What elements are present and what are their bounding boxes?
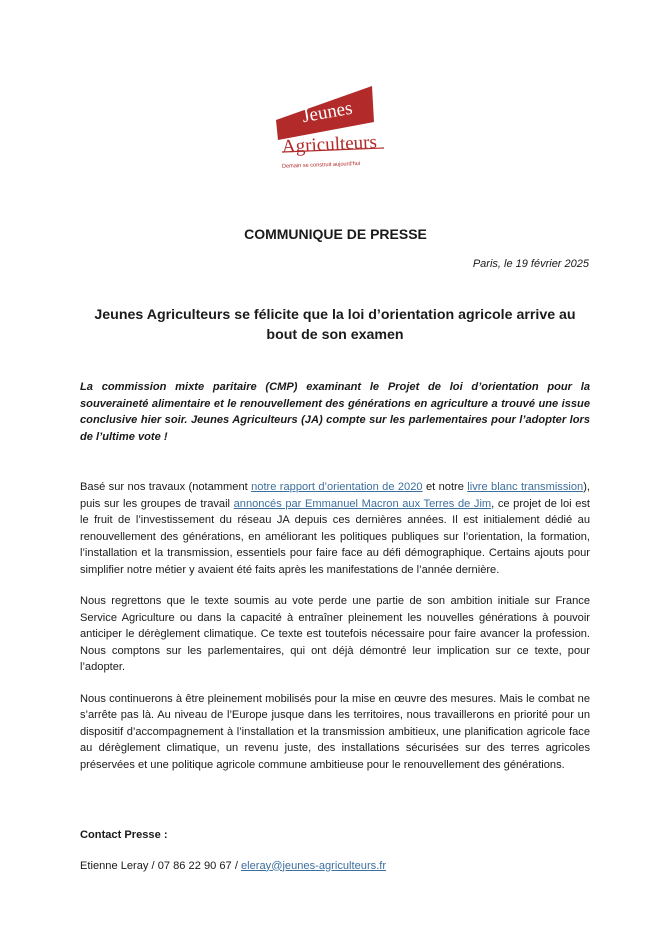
logo-line1: Jeunes <box>300 97 355 128</box>
lead-paragraph: La commission mixte paritaire (CMP) examinant le Projet de loi d’orientation pour la souveraineté alimentaire et le renouvellement des générations en agriculture a trouvé une issue conclusive hier soir. Jeunes Agriculteurs (JA) compte sur les parlementaires pour l’adopter lors de l’ultime vote ! <box>80 381 590 443</box>
p1-text-2: et notre <box>422 481 468 493</box>
p1-text-4: , ce projet de loi est le fruit de l’investissement du réseau JA depuis ces dernières années. Il est initialement dédié au renouvellement des générations, en améliorant les politiques publiques sur l’orientation, la formation, l’installation et la transmission, essentiels pour faire face au défi démographique. Certains ajouts pour simplifier notre métier y avaient été faits après les manifestations de l’année dernière. <box>80 497 590 576</box>
p1-text-3: ), puis sur les groupes de travail <box>80 481 590 510</box>
press-release-heading: COMMUNIQUE DE PRESSE <box>244 226 427 242</box>
contact-title: Contact Presse : <box>80 829 168 841</box>
contact-email-link[interactable]: eleray@jeunes-agriculteurs.fr <box>240 859 387 872</box>
jeunes-agriculteurs-logo <box>272 78 402 178</box>
paragraph-2: Nous regrettons que le texte soumis au vote perde une partie de son ambition initiale sur France Service Agriculture ou dans la capacité à entraîner pleinement les nouvelles générations à pouvoir anticiper le dérèglement climatique. Ce texte est toutefois nécessaire pour faire avancer la profession. Nous comptons sur les parlementaires, qui ont déjà démontré leur implication sur ce texte, pour l’adopter. <box>80 595 590 674</box>
contact-details: Etienne Leray / 07 86 22 90 67 / <box>80 859 241 872</box>
link-rapport-orientation[interactable]: notre rapport d’orientation de 2020 <box>251 481 423 493</box>
headline: Jeunes Agriculteurs se félicite que la loi d’orientation agricole arrive au bout de son examen <box>94 307 576 343</box>
logo-line2: Agriculteurs <box>281 131 378 158</box>
contact-line <box>80 858 590 875</box>
link-terres-de-jim[interactable]: annoncés par Emmanuel Macron aux Terres de Jim <box>233 497 492 510</box>
paragraph-1 <box>80 479 590 579</box>
logo-tagline: Demain se construit aujourd'hui <box>281 161 361 170</box>
press-contact <box>80 827 590 874</box>
p1-text-1: Basé sur nos travaux (notamment <box>80 481 252 493</box>
release-date: Paris, le 19 février 2025 <box>472 258 589 270</box>
body-text <box>80 479 590 788</box>
link-livre-blanc[interactable]: livre blanc transmission <box>467 481 584 493</box>
paragraph-3: Nous continuerons à être pleinement mobilisés pour la mise en œuvre des mesures. Mais le combat ne s’arrête pas là. Au niveau de l’Europe jusque dans les territoires, nous travaillerons en priorité pour un dispositif d’accompagnement à l’installation et la transmission ambitieux, une planification agricole face au dérèglement climatique, un revenu juste, des installations sécurisées sur des terres agricoles préservées et une politique agricole commune ambitieuse pour le renouvellement des générations. <box>80 692 590 771</box>
